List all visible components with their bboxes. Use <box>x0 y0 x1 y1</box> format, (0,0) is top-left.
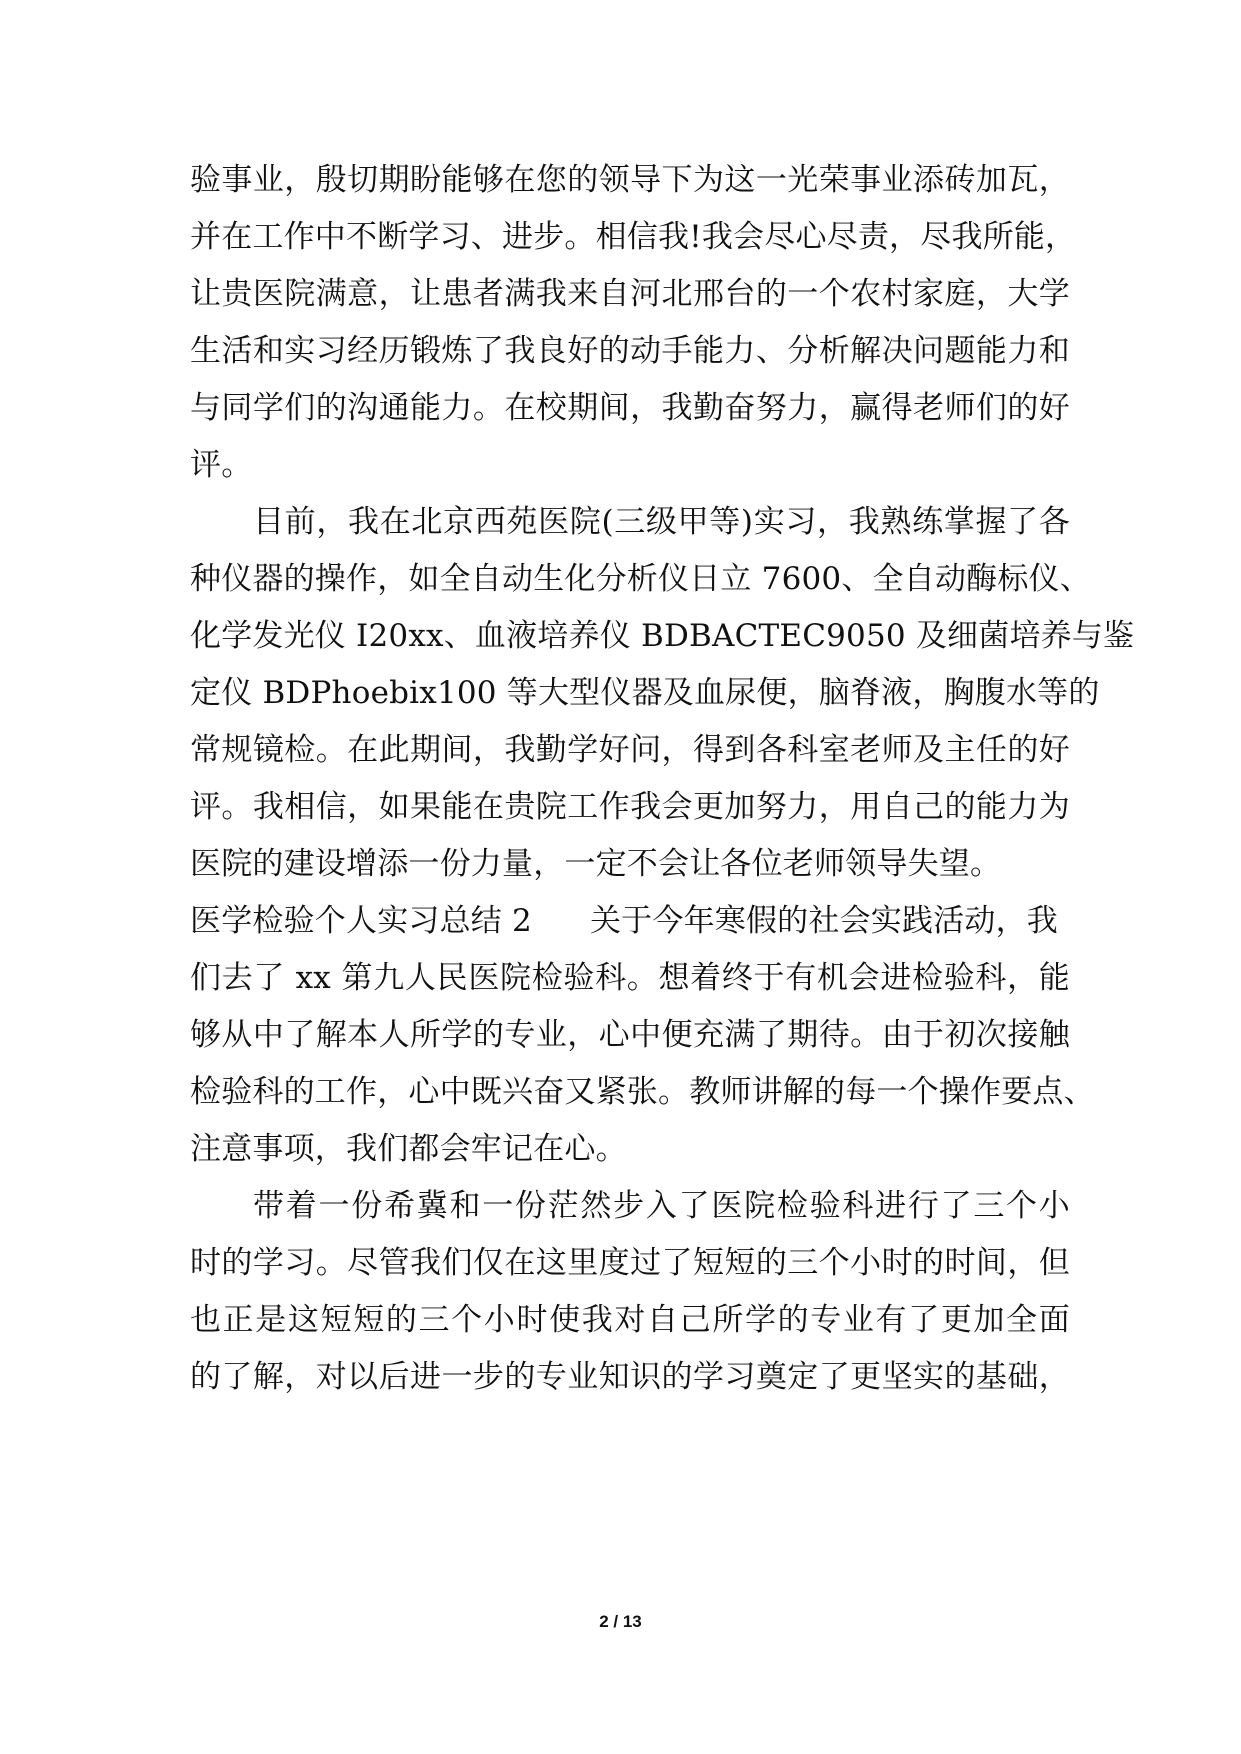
text-line: 的了解，对以后进一步的专业知识的学习奠定了更坚实的基础， <box>190 1359 1070 1395</box>
text-line: 定仪 BDPhoebix100 等大型仪器及血尿便，脑脊液，胸腹水等的 <box>190 675 1100 711</box>
text-line: 检验科的工作，心中既兴奋又紧张。教师讲解的每一个操作要点、 <box>190 1074 1095 1110</box>
text-line: 关于今年寒假的社会实践活动，我 <box>589 903 1058 939</box>
text-line: 们去了 xx 第九人民医院检验科。想着终于有机会进检验科，能 <box>190 960 1070 996</box>
text-line: 时的学习。尽管我们仅在这里度过了短短的三个小时的时间，但 <box>190 1245 1070 1281</box>
text-line: 常规镜检。在此期间，我勤学好问，得到各科室老师及主任的好 <box>190 732 1070 768</box>
text-line: 医院的建设增添一份力量，一定不会让各位老师领导失望。 <box>190 846 1002 882</box>
text-line: 化学发光仪 I20xx、血液培养仪 BDBACTEC9050 及细菌培养与鉴 <box>190 618 1135 654</box>
text-line: 种仪器的操作，如全自动生化分析仪日立 7600、全自动酶标仪、 <box>190 561 1091 597</box>
paragraph-start-line: 带着一份希冀和一份茫然步入了医院检验科进行了三个小 <box>253 1188 1070 1224</box>
text-line: 注意事项，我们都会牢记在心。 <box>190 1131 627 1167</box>
text-line: 评。 <box>190 447 253 483</box>
text-line: 评。我相信，如果能在贵院工作我会更加努力，用自己的能力为 <box>190 789 1070 825</box>
section-heading-line <box>190 901 1058 941</box>
text-line: 与同学们的沟通能力。在校期间，我勤奋努力，赢得老师们的好 <box>190 390 1070 426</box>
text-line: 验事业，殷切期盼能够在您的领导下为这一光荣事业添砖加瓦， <box>190 162 1070 198</box>
text-line: 生活和实习经历锻炼了我良好的动手能力、分析解决问题能力和 <box>190 333 1070 369</box>
text-line: 也正是这短短的三个小时使我对自己所学的专业有了更加全面 <box>190 1302 1070 1338</box>
section-heading: 医学检验个人实习总结 2 <box>190 903 532 939</box>
text-line: 够从中了解本人所学的专业，心中便充满了期待。由于初次接触 <box>190 1017 1070 1053</box>
paragraph-start-line: 目前，我在北京西苑医院(三级甲等)实习，我熟练掌握了各 <box>253 504 1070 540</box>
page-number: 2 / 13 <box>599 1612 642 1631</box>
text-line: 并在工作中不断学习、进步。相信我!我会尽心尽责，尽我所能， <box>190 219 1077 255</box>
text-line: 让贵医院满意，让患者满我来自河北邢台的一个农村家庭，大学 <box>190 276 1070 312</box>
